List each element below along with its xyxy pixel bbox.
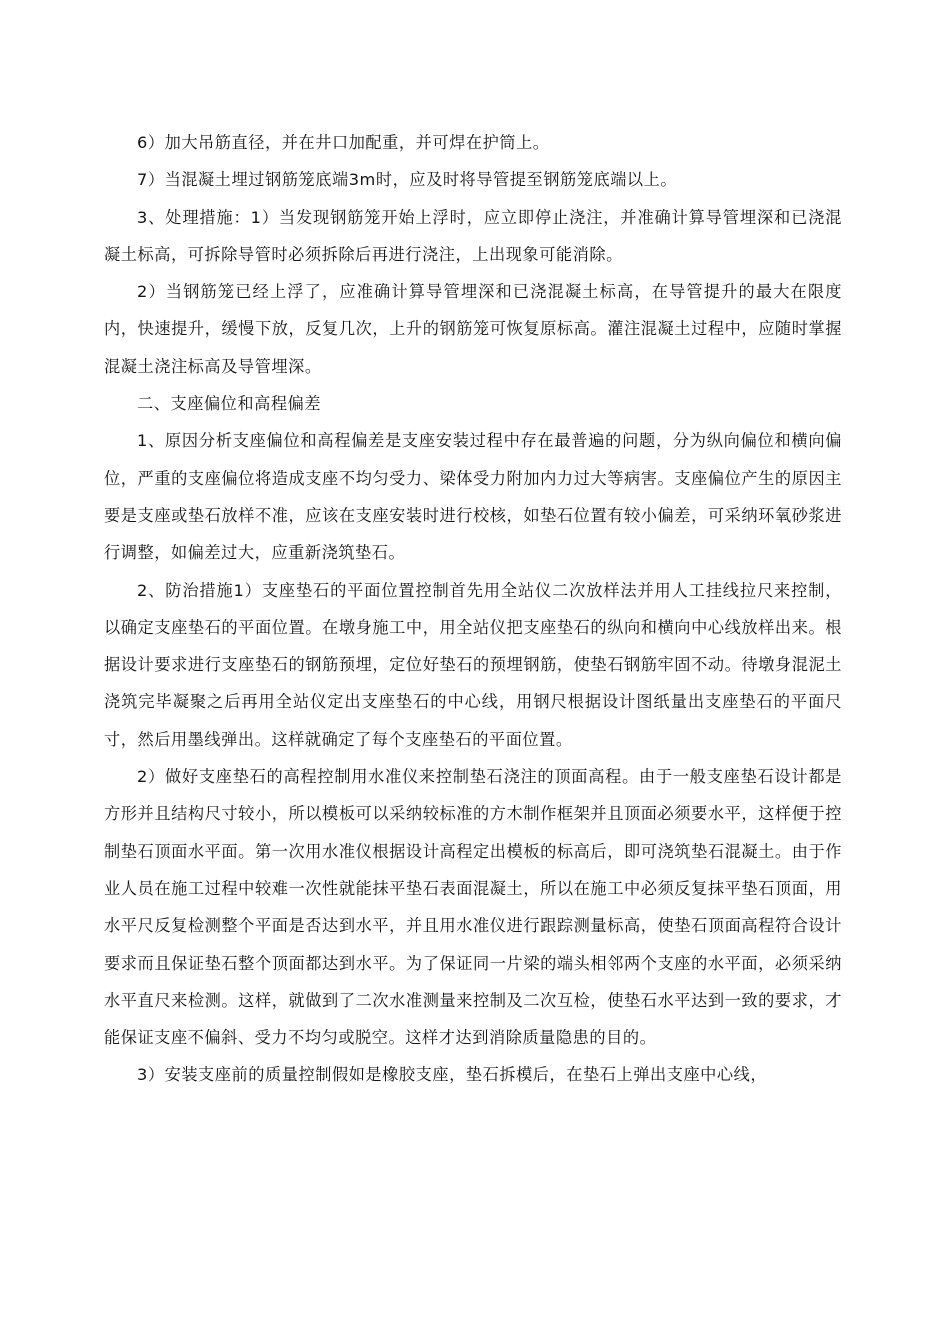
paragraph-item-6: 6）加大吊筋直径，并在井口加配重，并可焊在护筒上。 — [137, 133, 550, 152]
paragraph-treatment-measures: 3、处理措施：1）当发现钢筋笼开始上浮时，应立即停止浇注，并准确计算导管埋深和已浇混凝土标高，可拆除导管时必须拆除后再进行浇注，上出现象可能消除。 — [104, 207, 842, 264]
paragraph-treatment-step-2: 2）当钢筋笼已经上浮了，应准确计算导管埋深和已浇混凝土标高，在导管提升的最大在限度内，快速提升，缓慢下放，反复几次，上升的钢筋笼可恢复原标高。灌注混凝土过程中，应随时掌握混凝土浇注标高及导管埋深。 — [104, 282, 842, 376]
paragraph-installation-control: 3）安装支座前的质量控制假如是橡胶支座，垫石拆模后，在垫石上弹出支座中心线， — [137, 1065, 768, 1085]
paragraph-elevation-control: 2）做好支座垫石的高程控制用水准仪来控制垫石浇注的顶面高程。由于一般支座垫石设计都是方形并且结构尺寸较小，所以模板可以采纳较标准的方木制作框架并且顶面必须要水平，这样便于控制垫石顶面水平面。第一次用水准仪根据设计高程定出模板的标高后，即可浇筑垫石混凝土。由于作业人员在施工过程中较难一次性就能抹平垫石表面混凝土，所以在施工中必须反复抹平垫石顶面，用水平尺反复检测整个平面是否达到水平，并且用水准仪进行跟踪测量标高，使垫石顶面高程符合设计要求而且保证垫石整个顶面都达到水平。为了保证同一片梁的端头相邻两个支座的水平面，必须采纳水平直尺来检测。这样，就做到了二次水准测量来控制及二次互检，使垫石水平达到一致的要求，才能保证支座不偏斜、受力不均匀或脱空。这样才达到消除质量隐患的目的。 — [104, 767, 842, 1048]
section-heading: 二、支座偏位和高程偏差 — [137, 394, 322, 414]
paragraph-cause-analysis: 1、原因分析支座偏位和高程偏差是支座安装过程中存在最普遍的问题，分为纵向偏位和横向偏位，严重的支座偏位将造成支座不均匀受力、梁体受力附加内力过大等病害。支座偏位产生的原因主要是支座或垫石放样不准，应该在支座安装时进行校核，如垫石位置有较小偏差，可采纳环氧砂浆进行调整，如偏差过大，应重新浇筑垫石。 — [104, 431, 842, 563]
document-body — [104, 124, 842, 1094]
paragraph-prevention-measures: 2、防治措施1）支座垫石的平面位置控制首先用全站仪二次放样法并用人工挂线拉尺来控制，以确定支座垫石的平面位置。在墩身施工中，用全站仪把支座垫石的纵向和横向中心线放样出来。根据设计要求进行支座垫石的钢筋预埋，定位好垫石的预埋钢筋，使垫石钢筋牢固不动。待墩身混泥土浇筑完毕凝聚之后再用全站仪定出支座垫石的中心线，用钢尺根据设计图纸量出支座垫石的平面尺寸，然后用墨线弹出。这样就确定了每个支座垫石的平面位置。 — [104, 580, 842, 749]
paragraph-item-7: 7）当混凝土埋过钢筋笼底端3m时，应及时将导管提至钢筋笼底端以上。 — [137, 170, 678, 190]
